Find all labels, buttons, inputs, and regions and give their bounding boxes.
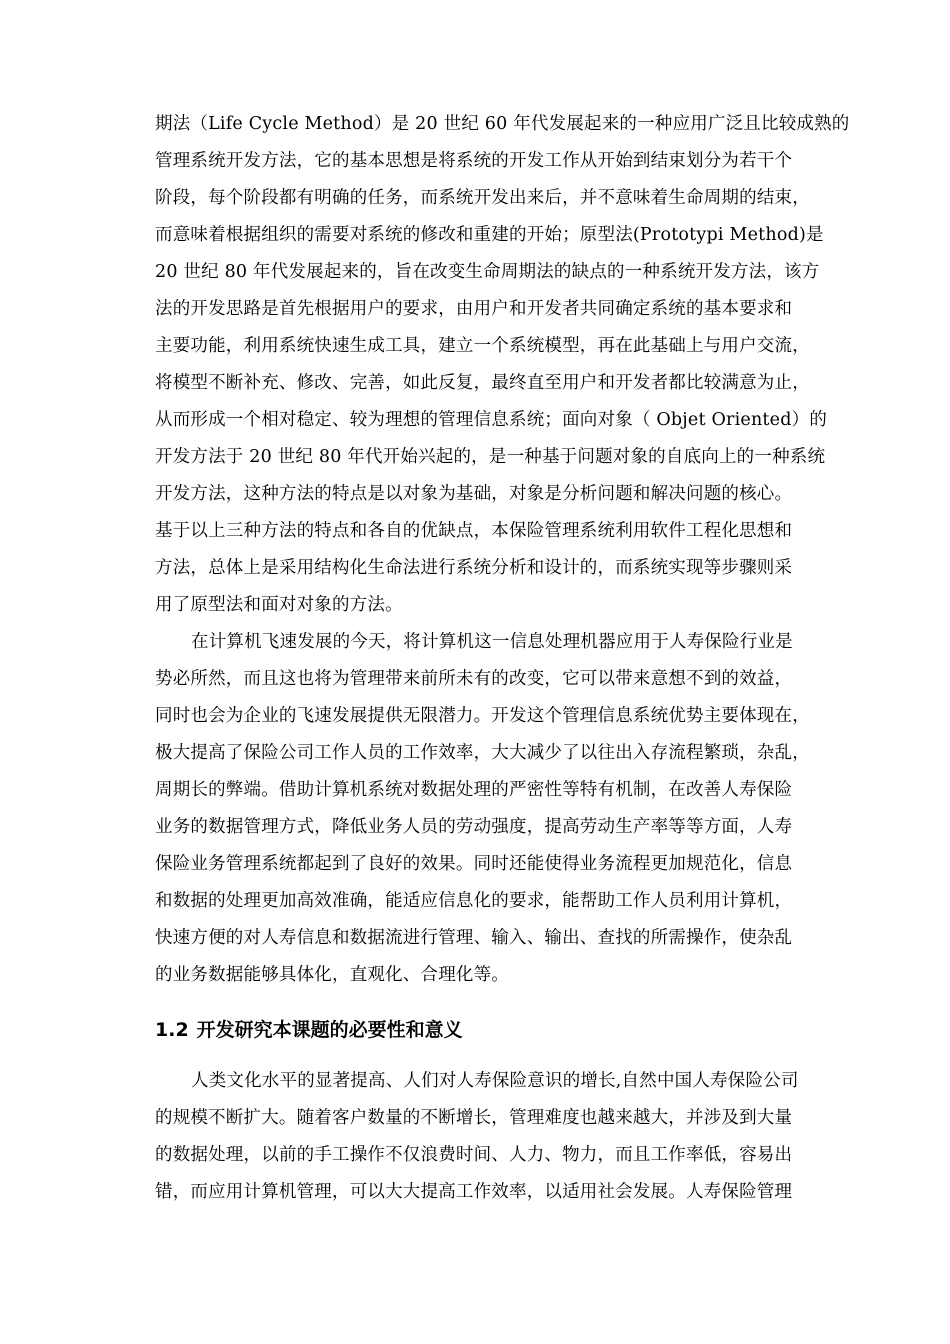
- section-heading: [155, 1012, 463, 1048]
- text-line: 错，而应用计算机管理，可以大大提高工作效率，以适用社会发展。人寿保险管理: [155, 1182, 793, 1202]
- text-line: 20 世纪 80 年代发展起来的，旨在改变生命周期法的缺点的一种系统开发方法，该方: [155, 262, 820, 282]
- text-line: 开发方法，这种方法的特点是以对象为基础，对象是分析问题和解决问题的核心。: [155, 484, 793, 504]
- text-line: 从而形成一个相对稳定、较为理想的管理信息系统；面向对象（ Objet Oriented）的: [155, 410, 828, 430]
- text-line: 在计算机飞速发展的今天，将计算机这一信息处理机器应用于人寿保险行业是: [191, 632, 793, 652]
- text-line: 管理系统开发方法，它的基本思想是将系统的开发工作从开始到结束划分为若干个: [155, 151, 793, 171]
- text-line: 将模型不断补充、修改、完善，如此反复，最终直至用户和开发者都比较满意为止，: [155, 373, 810, 393]
- text-line: 快速方便的对人寿信息和数据流进行管理、输入、输出、查找的所需操作，使杂乱: [155, 928, 793, 948]
- section-title: 开发研究本课题的必要性和意义: [196, 1019, 463, 1041]
- text-line: 和数据的处理更加高效准确，能适应信息化的要求，能帮助工作人员利用计算机，: [155, 891, 793, 911]
- text-line: 法的开发思路是首先根据用户的要求，由用户和开发者共同确定系统的基本要求和: [155, 299, 793, 319]
- section-number: 1.2: [155, 1019, 189, 1041]
- text-line: 期法（Life Cycle Method）是 20 世纪 60 年代发展起来的一种应用广泛且比较成熟的: [155, 114, 850, 134]
- text-line: 主要功能，利用系统快速生成工具，建立一个系统模型，再在此基础上与用户交流，: [155, 336, 810, 356]
- text-line: 开发方法于 20 世纪 80 年代开始兴起的，是一种基于问题对象的自底向上的一种系统: [155, 447, 826, 467]
- text-line: 的规模不断扩大。随着客户数量的不断增长，管理难度也越来越大，并涉及到大量: [155, 1108, 793, 1128]
- text-line: 阶段，每个阶段都有明确的任务，而系统开发出来后，并不意味着生命周期的结束，: [155, 188, 810, 208]
- text-line: 基于以上三种方法的特点和各自的优缺点，本保险管理系统利用软件工程化思想和: [155, 521, 793, 541]
- text-line: 而意味着根据组织的需要对系统的修改和重建的开始；原型法(Prototypi Method)是: [155, 225, 824, 245]
- text-line: 方法，总体上是采用结构化生命法进行系统分析和设计的，而系统实现等步骤则采: [155, 558, 793, 578]
- text-line: 周期长的弊端。借助计算机系统对数据处理的严密性等特有机制，在改善人寿保险: [155, 780, 793, 800]
- text-line: 人类文化水平的显著提高、人们对人寿保险意识的增长,自然中国人寿保险公司: [191, 1071, 799, 1091]
- text-line: 的数据处理，以前的手工操作不仅浪费时间、人力、物力，而且工作率低，容易出: [155, 1145, 793, 1165]
- text-line: 同时也会为企业的飞速发展提供无限潜力。开发这个管理信息系统优势主要体现在，: [155, 706, 810, 726]
- text-line: 势必所然，而且这也将为管理带来前所未有的改变，它可以带来意想不到的效益，: [155, 669, 793, 689]
- text-line: 保险业务管理系统都起到了良好的效果。同时还能使得业务流程更加规范化，信息: [155, 854, 793, 874]
- text-line: 用了原型法和面对对象的方法。: [155, 595, 403, 615]
- text-line: 业务的数据管理方式，降低业务人员的劳动强度，提高劳动生产率等等方面，人寿: [155, 817, 793, 837]
- text-line: 极大提高了保险公司工作人员的工作效率，大大减少了以往出入存流程繁琐，杂乱，: [155, 743, 810, 763]
- text-line: 的业务数据能够具体化，直观化、合理化等。: [155, 965, 509, 985]
